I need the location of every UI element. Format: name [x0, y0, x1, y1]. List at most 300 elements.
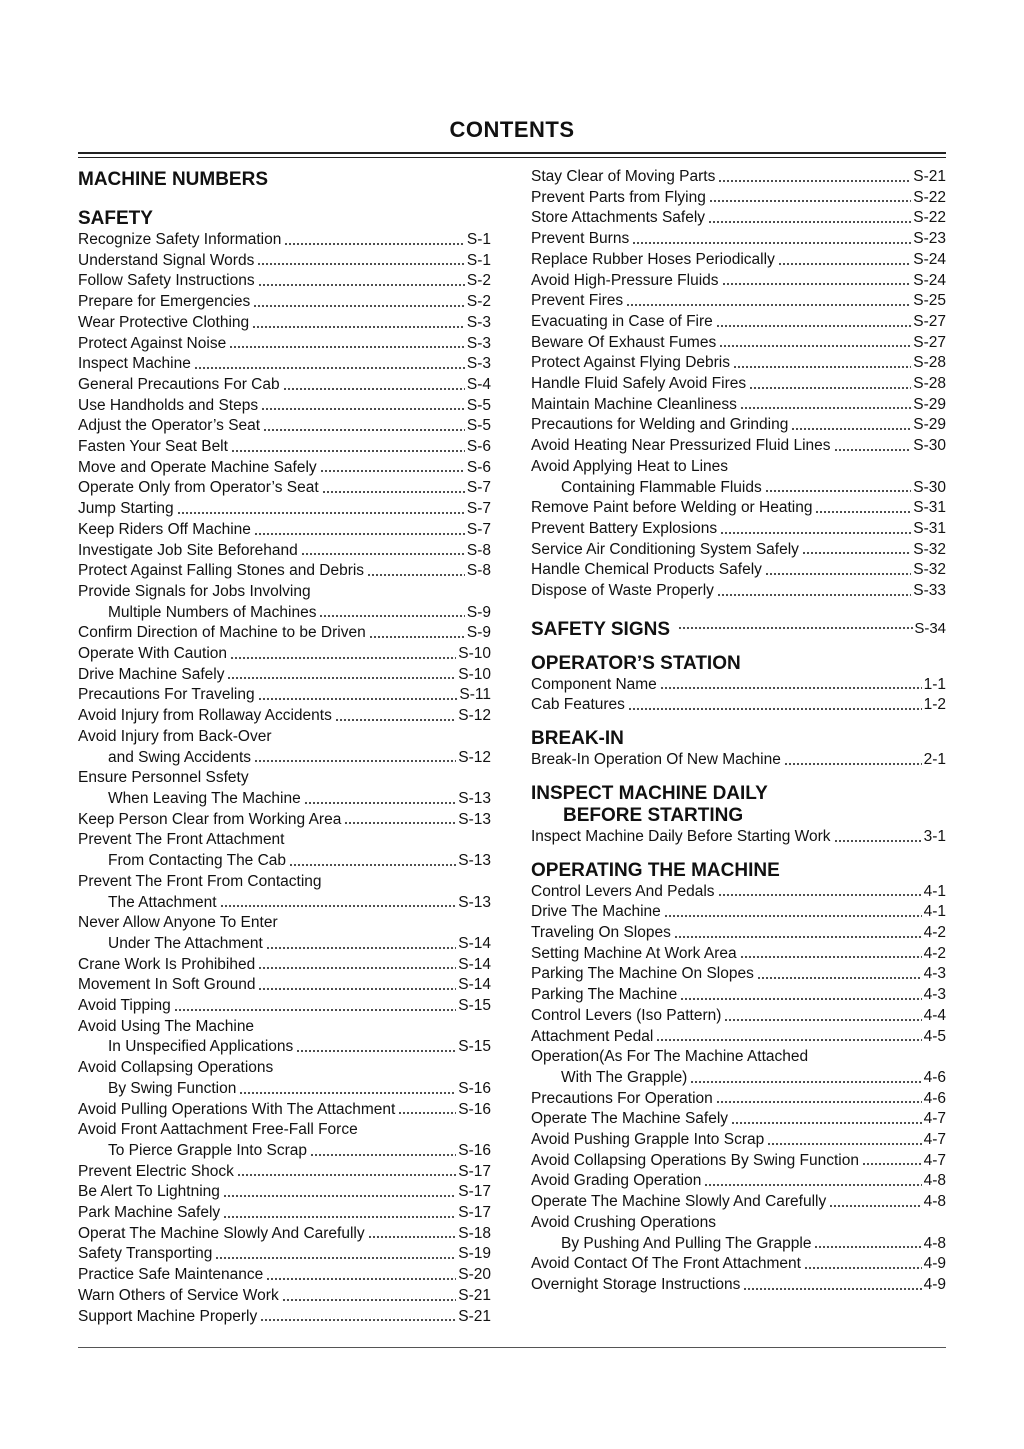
toc-entry: [78, 810, 491, 831]
toc-entry: [78, 396, 491, 417]
toc-entry: [78, 1037, 491, 1058]
section-heading-operators-station: OPERATOR’S STATION: [531, 652, 741, 674]
page-number: S-22: [913, 188, 946, 206]
toc-entry-title: With The Grapple): [561, 1068, 688, 1086]
leader-dots: [834, 448, 912, 452]
page-number: S-27: [913, 312, 946, 330]
toc-entry-title: Avoid Pushing Grapple Into Scrap: [531, 1131, 765, 1149]
leader-dots: [261, 407, 465, 411]
toc-entry-title: Avoid Tipping: [78, 997, 171, 1015]
page-number: 4-7: [923, 1151, 946, 1169]
toc-entry-title: By Swing Function: [108, 1079, 237, 1097]
toc-entry-title: Be Alert To Lightning: [78, 1183, 220, 1201]
toc-entry: [78, 644, 491, 665]
toc-entry: [78, 334, 491, 355]
toc-entry-title: Prevent Parts from Flying: [531, 188, 706, 206]
page-number: S-12: [458, 748, 491, 766]
toc-entry-title: Store Attachments Safely: [531, 209, 706, 227]
toc-entry-lead-line: Avoid Applying Heat to Lines: [531, 457, 729, 475]
toc-entry-lead-line: Prevent The Front Attachment: [78, 831, 285, 849]
page-number: S-29: [913, 416, 946, 434]
page-number: S-32: [913, 561, 946, 579]
toc-entry-title: Operate The Machine Safely: [531, 1110, 729, 1128]
toc-entry-title: Avoid High-Pressure Fluids: [531, 271, 719, 289]
toc-entry-title: Service Air Conditioning System Safely: [531, 540, 799, 558]
leader-dots: [834, 839, 922, 843]
leader-dots: [239, 1091, 456, 1095]
leader-dots: [626, 303, 911, 307]
toc-entry-title: Multiple Numbers of Machines: [108, 603, 317, 621]
page-number: 4-2: [923, 944, 946, 962]
toc-entry-title: Overnight Storage Instructions: [531, 1275, 741, 1293]
toc-entry-title: Precautions For Operation: [531, 1089, 713, 1107]
toc-entry: [78, 665, 491, 686]
leader-dots: [258, 697, 458, 701]
leader-dots: [717, 593, 911, 597]
leader-dots: [367, 573, 465, 577]
toc-entry: [78, 1141, 491, 1162]
toc-entry: [531, 1192, 946, 1213]
leader-dots: [719, 344, 911, 348]
leader-dots: [743, 1287, 921, 1291]
toc-entry: [78, 603, 491, 624]
page-number: S-15: [458, 997, 491, 1015]
page-number: S-34: [914, 619, 946, 637]
toc-entry-title: Parking The Machine On Slopes: [531, 965, 754, 983]
page-number: S-14: [458, 934, 491, 952]
leader-dots: [344, 821, 456, 825]
page-number: S-1: [466, 231, 491, 248]
leader-dots: [237, 1173, 456, 1177]
page-number: 4-5: [923, 1027, 946, 1045]
page-number: 4-4: [923, 1006, 946, 1024]
leader-dots: [263, 428, 465, 432]
page-number: S-17: [458, 1204, 491, 1222]
toc-entry-title: Confirm Direction of Machine to be Driven: [78, 624, 366, 642]
toc-entry: [531, 1275, 946, 1296]
toc-entry-title: Maintain Machine Cleanliness: [531, 395, 737, 413]
leader-dots: [674, 935, 922, 939]
leader-dots: [284, 242, 465, 246]
page-number: S-13: [458, 852, 491, 870]
page-number: S-3: [466, 355, 491, 373]
toc-entry: [78, 292, 491, 313]
toc-entry: [531, 695, 946, 716]
leader-dots: [718, 893, 922, 897]
toc-entry: [78, 458, 491, 479]
page-number: S-20: [458, 1266, 491, 1284]
leader-dots: [177, 511, 465, 515]
leader-dots: [767, 1142, 921, 1146]
page-number: S-33: [913, 582, 946, 600]
leader-dots: [704, 1183, 921, 1187]
leader-dots: [310, 1153, 456, 1157]
toc-entry-title: Understand Signal Words: [78, 251, 255, 269]
leader-dots: [731, 1121, 922, 1125]
page-number: S-16: [458, 1079, 491, 1097]
toc-entry-title: Stay Clear of Moving Parts: [531, 168, 716, 185]
toc-entry-lead-line: Avoid Using The Machine: [78, 1017, 255, 1035]
toc-entry-title: Drive The Machine: [531, 903, 661, 921]
page-number: S-13: [458, 893, 491, 911]
toc-entry: [531, 1006, 946, 1027]
page-number: S-7: [466, 479, 491, 497]
page-number: S-3: [466, 313, 491, 331]
page-number: S-17: [458, 1162, 491, 1180]
toc-entry: [78, 561, 491, 582]
toc-entry-title: In Unspecified Applications: [108, 1038, 294, 1056]
toc-entry-title: Avoid Collapsing Operations By Swing Function: [531, 1151, 859, 1169]
page-number: 4-7: [923, 1131, 946, 1149]
toc-entry: [78, 541, 491, 562]
leader-dots: [656, 1038, 921, 1042]
inspect-entry-list: [531, 827, 946, 848]
toc-entry: [531, 923, 946, 944]
toc-entry-title: Inspect Machine: [78, 355, 191, 373]
toc-entry-lead-line: Avoid Injury from Back-Over: [78, 727, 272, 745]
toc-entry-title: Handle Chemical Products Safely: [531, 561, 762, 579]
page-number: S-22: [913, 209, 946, 227]
toc-entry-title: Movement In Soft Ground: [78, 976, 256, 994]
page-number: 4-7: [923, 1110, 946, 1128]
page-number: 1-1: [923, 675, 946, 693]
title-rule-thin: [78, 157, 946, 158]
leader-dots: [258, 987, 456, 991]
toc-entry: [531, 902, 946, 923]
page-number: S-7: [466, 520, 491, 538]
left-column: [78, 167, 491, 1327]
toc-entry-title: Evacuating in Case of Fire: [531, 312, 713, 330]
leader-dots: [814, 1245, 921, 1249]
toc-entry-title: Recognize Safety Information: [78, 231, 282, 248]
toc-entry-title: Avoid Contact Of The Front Attachment: [531, 1255, 801, 1273]
page-number: 4-2: [923, 923, 946, 941]
toc-entry-title: Attachment Pedal: [531, 1027, 654, 1045]
toc-entry: [531, 271, 946, 292]
toc-entry-title: Break-In Operation Of New Machine: [531, 751, 781, 769]
toc-entry: [531, 395, 946, 416]
section-heading-operating-the-machine: OPERATING THE MACHINE: [531, 859, 780, 881]
toc-entry: [78, 623, 491, 644]
toc-entry: [531, 208, 946, 229]
page-number: 4-3: [923, 965, 946, 983]
toc-entry-title: Control Levers And Pedals: [531, 882, 715, 900]
page-number: S-2: [466, 272, 491, 290]
toc-entry-title: Containing Flammable Fluids: [561, 478, 762, 496]
safety-entry-list: [78, 230, 491, 1327]
leader-dots: [716, 1100, 922, 1104]
leader-dots: [223, 1194, 456, 1198]
page-title: CONTENTS: [449, 117, 575, 142]
toc-entry: [531, 1068, 946, 1089]
toc-entry: [531, 985, 946, 1006]
page-number: S-6: [466, 438, 491, 456]
toc-entry-title: Prevent Electric Shock: [78, 1162, 234, 1180]
toc-entry: [78, 1307, 491, 1328]
toc-entry-lead-line: Avoid Crushing Operations: [531, 1213, 716, 1231]
toc-entry-title: Prevent Battery Explosions: [531, 519, 718, 537]
leader-dots: [398, 1111, 456, 1115]
toc-entry-title: Inspect Machine Daily Before Starting Work: [531, 827, 831, 845]
leader-dots: [215, 1256, 456, 1260]
page-number: 4-8: [923, 1172, 946, 1190]
toc-entry: [78, 1162, 491, 1183]
leader-dots: [194, 366, 465, 370]
page-number: S-12: [458, 707, 491, 725]
toc-entry-title: Avoid Heating Near Pressurized Fluid Lines: [531, 437, 831, 455]
page-number: S-13: [458, 789, 491, 807]
toc-entry-title: When Leaving The Machine: [108, 789, 301, 807]
toc-entry: [78, 437, 491, 458]
leader-dots: [757, 976, 922, 980]
toc-entry: [531, 540, 946, 561]
toc-entry: [531, 333, 946, 354]
toc-entry-title: Wear Protective Clothing: [78, 313, 250, 331]
page-number: S-14: [458, 955, 491, 973]
break-in-entry-list: [531, 750, 946, 771]
page-number: S-15: [458, 1038, 491, 1056]
page-number: S-8: [466, 562, 491, 580]
toc-entry-title: Use Handholds and Steps: [78, 396, 259, 414]
toc-entry: [78, 934, 491, 955]
toc-entry-title: Precautions For Traveling: [78, 686, 255, 704]
toc-entry: [531, 374, 946, 395]
page-number: S-9: [466, 624, 491, 642]
toc-entry-title: Traveling On Slopes: [531, 923, 671, 941]
toc-entry-lead-line: Operation(As For The Machine Attached: [531, 1048, 809, 1066]
page-number: S-18: [458, 1224, 491, 1242]
toc-entry: [78, 1286, 491, 1307]
toc-entry: [531, 353, 946, 374]
right-column: [531, 167, 946, 1296]
page-number: S-5: [466, 396, 491, 414]
toc-entry-title: Safety Transporting: [78, 1245, 213, 1263]
leader-dots: [301, 552, 465, 556]
leader-dots: [765, 572, 911, 576]
leader-dots: [369, 635, 465, 639]
toc-entry: [78, 893, 491, 914]
toc-entry: [531, 1171, 946, 1192]
leader-dots: [257, 262, 465, 266]
toc-entry-lead-line: Ensure Personnel Ssfety: [78, 769, 249, 787]
leader-dots: [283, 387, 465, 391]
page-number: 4-1: [923, 903, 946, 921]
leader-dots: [765, 489, 912, 493]
leader-dots: [220, 904, 457, 908]
toc-entry-title: To Pierce Grapple Into Scrap: [108, 1141, 308, 1159]
page-number: S-6: [466, 458, 491, 476]
page-number: S-31: [913, 519, 946, 537]
page-number: 4-3: [923, 986, 946, 1004]
leader-dots: [678, 626, 914, 630]
toc-entry-title: Keep Riders Off Machine: [78, 520, 251, 538]
page-number: S-21: [458, 1307, 491, 1325]
toc-entry: [531, 1089, 946, 1110]
toc-entry: [531, 581, 946, 602]
toc-entry-title: Operat The Machine Slowly And Carefully: [78, 1224, 365, 1242]
page-number: S-7: [466, 500, 491, 518]
toc-entry: [531, 229, 946, 250]
leader-dots: [804, 1266, 922, 1270]
toc-entry: [78, 1265, 491, 1286]
leader-dots: [724, 1018, 921, 1022]
leader-dots: [230, 656, 456, 660]
page-number: 2-1: [923, 751, 946, 769]
toc-entry: [531, 675, 946, 696]
toc-entry: [531, 560, 946, 581]
toc-entry: [531, 1109, 946, 1130]
toc-entry-title: Support Machine Properly: [78, 1307, 258, 1325]
operating-entry-list: [531, 882, 946, 1296]
toc-entry-title: Avoid Injury from Rollaway Accidents: [78, 707, 332, 725]
leader-dots: [632, 241, 911, 245]
toc-entry-title: Fasten Your Seat Belt: [78, 438, 228, 456]
page-number: S-31: [913, 499, 946, 517]
page-number: S-14: [458, 976, 491, 994]
toc-entry-title: Avoid Pulling Operations With The Attachment: [78, 1100, 396, 1118]
heading-line-2: BEFORE STARTING: [563, 804, 744, 826]
toc-entry: [531, 478, 946, 499]
toc-entry: [78, 230, 491, 251]
page-number: S-17: [458, 1183, 491, 1201]
leader-dots: [266, 1277, 456, 1281]
toc-entry: [531, 882, 946, 903]
toc-entry-title: Protect Against Falling Stones and Debris: [78, 562, 365, 580]
toc-entry-lead-line: Avoid Front Aattachment Free-Fall Force: [78, 1121, 358, 1139]
toc-entry-title: Crane Work Is Prohibihed: [78, 955, 256, 973]
page-number: S-23: [913, 230, 946, 248]
page-number: 4-8: [923, 1234, 946, 1252]
toc-entry-lead-line: Never Allow Anyone To Enter: [78, 914, 278, 932]
page-number: S-9: [466, 603, 491, 621]
toc-entry: [78, 1224, 491, 1245]
toc-entry-title: Warn Others of Service Work: [78, 1286, 279, 1304]
leader-dots: [254, 759, 456, 763]
toc-entry-title: Operate The Machine Slowly And Carefully: [531, 1193, 827, 1211]
leader-dots: [258, 966, 456, 970]
leader-dots: [862, 1162, 922, 1166]
toc-entry: [531, 291, 946, 312]
leader-dots: [254, 532, 465, 536]
page-number: S-3: [466, 334, 491, 352]
toc-entry-title: Protect Against Flying Debris: [531, 354, 731, 372]
page-number: 4-6: [923, 1089, 946, 1107]
toc-entry-title: Avoid Grading Operation: [531, 1172, 702, 1190]
page-number: S-25: [913, 292, 946, 310]
toc-entry: [531, 1130, 946, 1151]
page-number: S-19: [458, 1245, 491, 1263]
toc-entry: [531, 827, 946, 848]
page-number: S-21: [458, 1286, 491, 1304]
toc-entry: [531, 312, 946, 333]
toc-entry: [531, 964, 946, 985]
leader-dots: [304, 801, 457, 805]
leader-dots: [749, 386, 911, 390]
leader-dots: [174, 1008, 456, 1012]
toc-entry: [78, 354, 491, 375]
leader-dots: [296, 1049, 456, 1053]
toc-entry: [78, 748, 491, 769]
section-heading-safety: SAFETY: [78, 208, 153, 229]
leader-dots: [664, 914, 922, 918]
page-number: S-24: [913, 250, 946, 268]
toc-entry-title: Setting Machine At Work Area: [531, 944, 737, 962]
page-number: S-11: [459, 686, 491, 704]
toc-entry-title: Component Name: [531, 675, 657, 693]
toc-entry-title: Adjust the Operator’s Seat: [78, 417, 261, 435]
leader-dots: [368, 1235, 457, 1239]
page-number: S-10: [458, 665, 491, 683]
leader-dots: [660, 686, 922, 690]
leader-dots: [282, 1298, 457, 1302]
leader-dots: [716, 324, 911, 328]
toc-entry: [531, 188, 946, 209]
page-number: S-27: [913, 333, 946, 351]
toc-entry-title: General Precautions For Cab: [78, 375, 280, 393]
toc-entry: [531, 750, 946, 771]
leader-dots: [680, 997, 921, 1001]
toc-entry-title: Park Machine Safely: [78, 1204, 221, 1222]
page-number: S-1: [466, 251, 491, 269]
leader-dots: [778, 262, 911, 266]
toc-entry-title: Precautions for Welding and Grinding: [531, 416, 789, 434]
toc-entry: [78, 375, 491, 396]
toc-entry: [78, 685, 491, 706]
toc-entry-title: Move and Operate Machine Safely: [78, 458, 317, 476]
page-number: S-28: [913, 375, 946, 393]
toc-entry: [78, 416, 491, 437]
toc-entry: [78, 1203, 491, 1224]
page-number: S-24: [913, 271, 946, 289]
page-number: S-21: [913, 168, 946, 185]
page-number: 1-2: [923, 696, 946, 714]
toc-entry-title: Remove Paint before Welding or Heating: [531, 499, 813, 517]
page-number: S-8: [466, 541, 491, 559]
toc-entry: [78, 520, 491, 541]
section-heading-safety-signs: SAFETY SIGNS: [531, 618, 671, 640]
toc-entry: [78, 478, 491, 499]
leader-dots: [708, 220, 911, 224]
page-number: 4-9: [923, 1275, 946, 1293]
toc-entry-title: The Attachment: [108, 893, 217, 911]
toc-entry: [78, 251, 491, 272]
leader-dots: [335, 718, 456, 722]
toc-entry-title: Dispose of Waste Properly: [531, 582, 714, 600]
toc-entry-title: Beware Of Exhaust Fumes: [531, 333, 717, 351]
toc-entry: [78, 1079, 491, 1100]
toc-entry-title: Prepare for Emergencies: [78, 293, 251, 311]
toc-entry: [78, 499, 491, 520]
page-number: S-4: [466, 375, 491, 393]
toc-entry-title: and Swing Accidents: [108, 748, 252, 766]
toc-entry-title: Investigate Job Site Beforehand: [78, 541, 298, 559]
toc-entry: [78, 1182, 491, 1203]
leader-dots: [227, 676, 456, 680]
toc-entry-title: Under The Attachment: [108, 934, 263, 952]
page-number: S-5: [466, 417, 491, 435]
section-heading-break-in: BREAK-IN: [531, 728, 624, 750]
page-number: S-28: [913, 354, 946, 372]
toc-entry-title: Drive Machine Safely: [78, 665, 225, 683]
page-number: S-10: [458, 645, 491, 663]
title-rule-thick: [78, 152, 946, 154]
toc-entry-title: Replace Rubber Hoses Periodically: [531, 250, 775, 268]
page-number: S-32: [913, 540, 946, 558]
toc-entry: [531, 1151, 946, 1172]
leader-dots: [319, 614, 464, 618]
page-number: S-30: [913, 437, 946, 455]
toc-entry-title: Prevent Fires: [531, 292, 624, 310]
